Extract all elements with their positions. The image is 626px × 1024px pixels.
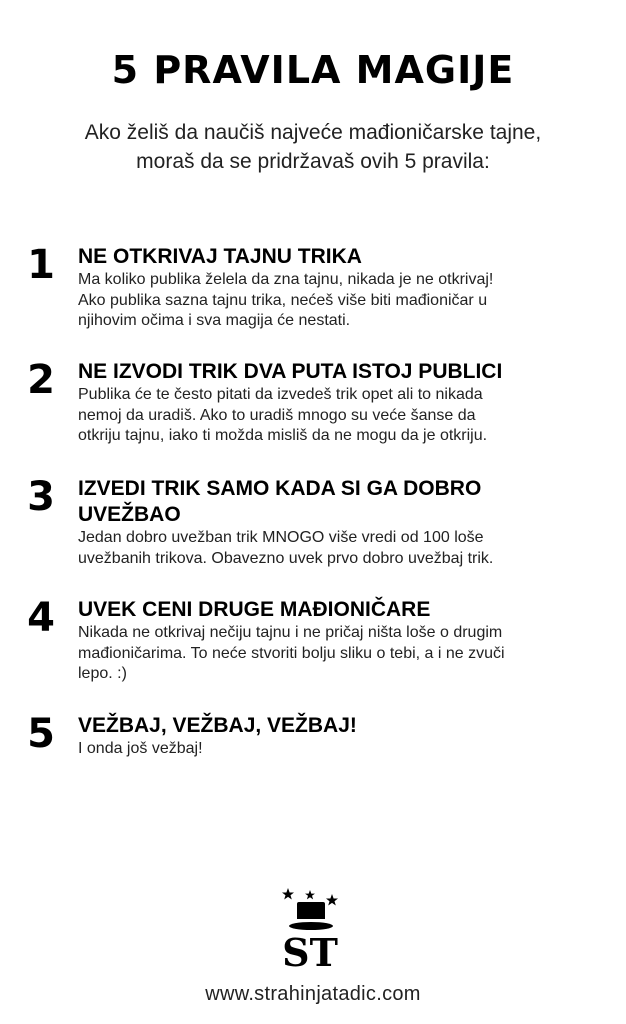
rule-heading: NE IZVODI TRIK DVA PUTA ISTOJ PUBLICI [78,360,503,383]
rule-body-line: Ma koliko publika želela da zna tajnu, nikada je ne otkrivaj! [78,271,494,288]
intro-line-2: moraš da se pridržavaš ovih 5 pravila: [136,150,490,173]
intro-line-1: Ako želiš da naučiš najveće mađioničarske tajne, [84,121,542,144]
rule-number: 2 [27,357,55,403]
rule-body [78,623,608,685]
rule-body [78,739,608,760]
rule-body [78,270,608,332]
website-url: www.strahinjatadic.com [205,983,421,1005]
rule-body-line: lepo. :) [78,665,127,682]
top-hat-stars-st-monogram-icon [280,888,346,972]
rule-number: 5 [27,711,55,757]
rule-heading-line: IZVEDI TRIK SAMO KADA SI GA DOBRO [78,477,482,500]
rule-heading: VEŽBAJ, VEŽBAJ, VEŽBAJ! [78,714,357,737]
rule-body [78,528,608,569]
rule-body-line: uvežbanih trikova. Obavezno uvek prvo dobro uvežbaj trik. [78,549,494,567]
rule-body-line: Publika će te često pitati da izvedeš trik opet ali to nikada [78,386,483,403]
rule-number: 4 [27,595,55,641]
rule-body-line: Jedan dobro uvežban trik MNOGO više vredi od 100 loše [78,529,484,546]
rule-number: 3 [27,474,55,520]
rule-body-line: otkriju tajnu, iako ti možda misliš da ne mogu da je otkriju. [78,427,488,444]
svg-text:ST: ST [282,930,338,972]
rule-heading-line: UVEŽBAO [78,503,181,526]
rule-number: 1 [27,242,55,288]
intro-text [30,118,596,176]
rule-heading: NE OTKRIVAJ TAJNU TRIKA [78,245,362,268]
rule-body [78,385,608,447]
rule-body-line: Ako publika sazna tajnu trika, nećeš više biti mađioničar u [78,291,488,309]
rule-heading: UVEK CENI DRUGE MAĐIONIČARE [78,598,431,621]
rule-body-line: njihovim očima i sva magija će nestati. [78,312,351,329]
page-title: 5 PRAVILA MAGIJE [111,48,515,92]
rule-body-line: I onda još vežbaj! [78,740,203,757]
rule-heading [78,476,598,528]
rule-body-line: nemoj da uradiš. Ako to uradiš mnogo su veće šanse da [78,406,476,424]
rule-body-line: mađioničarima. To neće stvoriti bolju sliku o tebi, a i ne zvuči [78,644,505,662]
rule-body-line: Nikada ne otkrivaj nečiju tajnu i ne pričaj ništa loše o drugim [78,624,503,641]
